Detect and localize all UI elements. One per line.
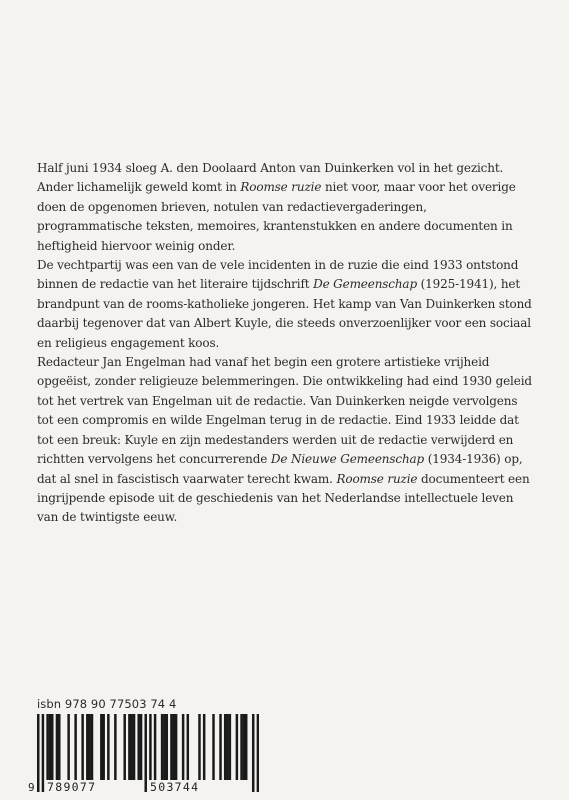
blurb-paragraph-2 xyxy=(37,256,533,353)
barcode-bar xyxy=(240,714,242,780)
italic-title-run: De Gemeenschap xyxy=(313,277,417,292)
barcode-bar xyxy=(243,714,245,780)
barcode-bar xyxy=(86,714,88,780)
barcode-bar xyxy=(144,714,146,792)
barcode-bar xyxy=(123,714,125,780)
blurb-paragraph-3 xyxy=(37,353,533,528)
barcode-bar xyxy=(198,714,200,780)
barcode-bar xyxy=(88,714,90,780)
barcode-bar xyxy=(137,714,139,780)
barcode-bar xyxy=(252,714,254,792)
italic-title-run: Roomse ruzie xyxy=(240,180,322,195)
barcode-bar xyxy=(229,714,231,780)
barcode-bar xyxy=(102,714,104,780)
barcode-bar xyxy=(67,714,69,780)
italic-title-run: De Nieuwe Gemeenschap xyxy=(270,452,425,467)
barcode-bar xyxy=(81,714,83,780)
barcode-bar xyxy=(163,714,165,780)
italic-title-run: Roomse ruzie xyxy=(336,471,418,486)
barcode-bar xyxy=(128,714,130,780)
text-run: Redacteur Jan Engelman had vanaf het begin een grotere artistieke vrijheid opgeëist, zonder religieuze belemmeringen. Die ontwikkeling had eind 1930 geleid tot het vertrek van Engelman uit de redactie. Van Duinkerken neigde vervolgens tot een compromis en wilde Engelman terug in de redactie. Eind 1933 leidde dat tot een breuk: Kuyle en zijn medestanders werden uit de redactie verwijderd en richtten vervolgens het concurrerende xyxy=(37,355,532,467)
barcode-bar xyxy=(91,714,93,780)
barcode-bar xyxy=(166,714,168,780)
barcode-bar xyxy=(236,714,238,780)
barcode-right-digits: 503744 xyxy=(150,780,200,794)
barcode-bar xyxy=(173,714,175,780)
barcode-bar xyxy=(74,714,76,780)
blurb-paragraph-1 xyxy=(37,159,533,256)
barcode-bar xyxy=(49,714,51,780)
barcode-bar xyxy=(107,714,109,780)
barcode-bar xyxy=(245,714,247,780)
text-run: (1925-1941), het brandpunt van de rooms-katholieke jongeren. Het kamp van Van Duinkerken stond daarbij tegenover dat van Albert Kuyle, die steeds onverzoenlijker voor een sociaal en religieus engagement koos. xyxy=(37,277,532,350)
barcode-bar xyxy=(187,714,189,780)
barcode-bar xyxy=(46,714,48,780)
barcode-bar xyxy=(42,714,44,792)
barcode-bar xyxy=(100,714,102,780)
barcode-bar xyxy=(114,714,116,780)
barcode-bar xyxy=(175,714,177,780)
barcode-bar xyxy=(161,714,163,780)
barcode-bar xyxy=(56,714,58,780)
barcode-bar xyxy=(37,714,39,792)
isbn-barcode xyxy=(28,714,259,795)
barcode-bar xyxy=(224,714,226,780)
text-run: (1934-1936) op, dat al snel in fascistisch vaarwater terecht kwam. xyxy=(37,452,523,486)
barcode-bar xyxy=(133,714,135,780)
barcode-left-digits: 789077 xyxy=(47,780,97,794)
barcode-bar xyxy=(130,714,132,780)
barcode-bar xyxy=(212,714,214,780)
isbn-label: isbn 978 90 77503 74 4 xyxy=(37,697,177,711)
text-run: De vechtpartij was een van de vele incidenten in de ruzie die eind 1933 ontstond binnen de redactie van het literaire tijdschrift xyxy=(37,258,519,292)
text-run: niet voor, maar voor het overige doen de opgenomen brieven, notulen van redactievergaderingen, programmatische teksten, memoires, krantenstukken en andere documenten in heftigheid hiervoor weinig onder. xyxy=(37,180,516,253)
barcode-bar xyxy=(182,714,184,780)
blurb-text xyxy=(37,159,533,528)
barcode-bar xyxy=(203,714,205,780)
barcode-bar xyxy=(219,714,221,780)
text-run: documenteert een ingrijpende episode uit de geschiedenis van het Nederlandse intellectuele leven van de twintigste eeuw. xyxy=(37,471,530,525)
barcode-bar xyxy=(51,714,53,780)
barcode-bar xyxy=(58,714,60,780)
barcode-bar xyxy=(257,714,259,792)
barcode-first-digit: 9 xyxy=(28,781,35,794)
barcode-bar xyxy=(226,714,228,780)
barcode-bar xyxy=(170,714,172,780)
barcode-bar xyxy=(140,714,142,780)
barcode-bar xyxy=(154,714,156,780)
text-run: Half juni 1934 sloeg A. den Doolaard Anton van Duinkerken vol in het gezicht. Ander lichamelijk geweld komt in xyxy=(37,161,504,195)
